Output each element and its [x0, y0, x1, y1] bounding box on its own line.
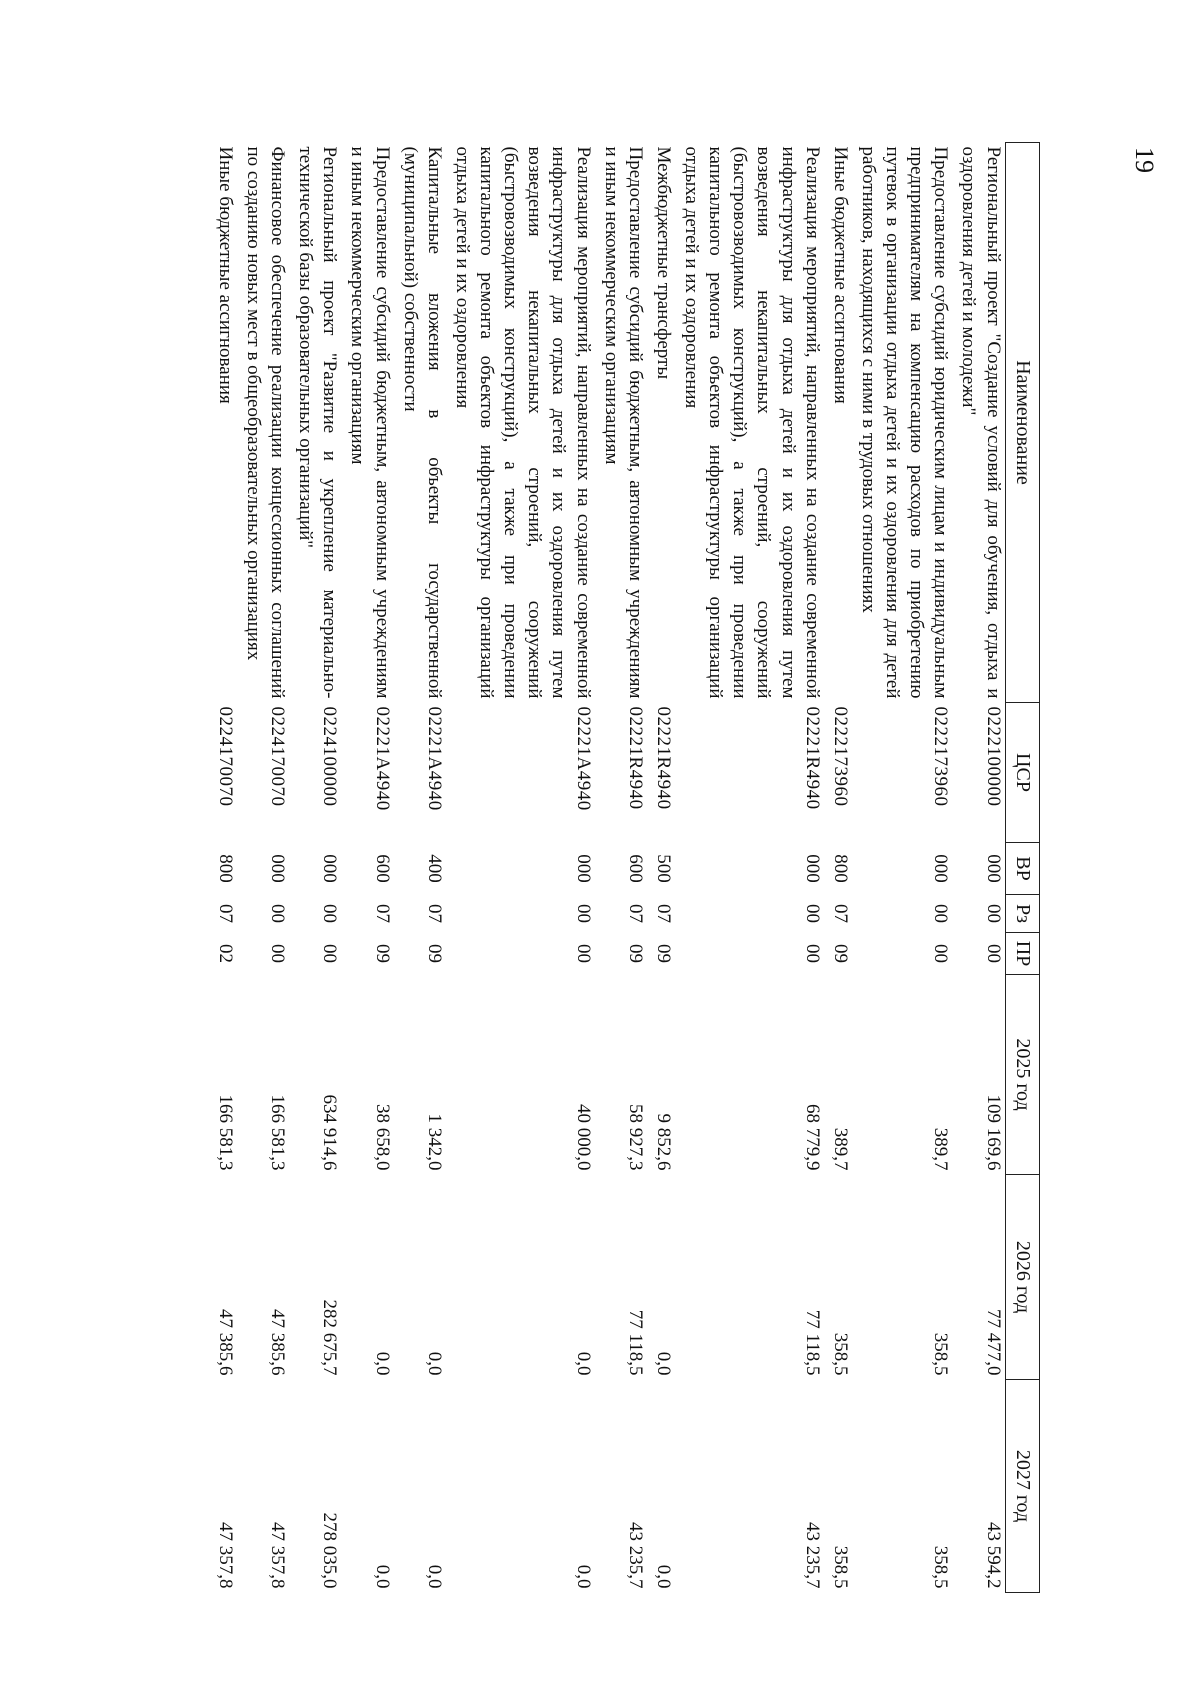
table-row [209, 143, 237, 1593]
budget-table [209, 142, 1040, 1593]
row-pr: 00 [982, 944, 1004, 963]
row-2027: 0,0 [371, 1564, 393, 1589]
table-row [595, 143, 647, 1593]
page-number: 19 [1130, 147, 1159, 173]
row-vr: 000 [267, 854, 289, 883]
row-csr: 0224170070 [214, 706, 236, 807]
header-rz: Рз [1005, 895, 1039, 933]
row-2026: 358,5 [829, 1332, 851, 1376]
row-2025: 1 342,0 [423, 1113, 445, 1171]
row-2026: 47 385,6 [267, 1309, 289, 1376]
row-name: Предоставление субсидий бюджетным, автономным учреждениям и иным некоммерческим организациям [347, 146, 393, 699]
row-vr: 000 [801, 854, 823, 883]
row-csr: 02221R4940 [652, 706, 674, 810]
row-vr: 000 [930, 854, 952, 883]
row-pr: 00 [572, 944, 594, 963]
row-2026: 0,0 [572, 1351, 594, 1376]
row-2026: 77 118,5 [624, 1309, 646, 1376]
row-pr: 09 [624, 944, 646, 963]
row-2027: 43 235,7 [801, 1522, 823, 1589]
row-csr: 0224170070 [267, 706, 289, 807]
row-csr: 02221A4940 [423, 706, 445, 811]
row-2025: 389,7 [829, 1127, 851, 1171]
row-name: Капитальные вложения в объекты государственной (муниципальной) собственности [399, 146, 445, 699]
row-rz: 07 [371, 904, 393, 923]
row-2026: 0,0 [371, 1351, 393, 1376]
table-row [852, 143, 953, 1593]
row-rz: 07 [423, 904, 445, 923]
row-2025: 634 914,6 [319, 1094, 341, 1171]
table-row [341, 143, 393, 1593]
header-csr: ЦСР [1005, 703, 1039, 843]
row-csr: 02221R4940 [801, 706, 823, 810]
row-rz: 00 [319, 904, 341, 923]
row-2025: 40 000,0 [572, 1104, 594, 1171]
table-header-row [1005, 143, 1039, 1593]
row-vr: 800 [214, 854, 236, 883]
row-2026: 47 385,6 [214, 1309, 236, 1376]
row-name: Реализация мероприятий, направленных на создание современной инфраструктуры для отдыха детей и их оздоровления путем возведения некапитальных строений, сооружений (быстровозводимых конструкций), а также при проведении капитального ремонта объектов инфраструктуры организаций отдыха детей и их оздоровления [681, 146, 823, 699]
row-rz: 07 [652, 904, 674, 923]
row-2027: 43 235,7 [624, 1522, 646, 1589]
table-row [824, 143, 852, 1593]
table-row [394, 143, 446, 1593]
row-pr: 09 [423, 944, 445, 963]
row-2027: 43 594,2 [982, 1522, 1004, 1589]
row-csr: 0224100000 [319, 706, 341, 807]
row-2025: 166 581,3 [214, 1094, 236, 1171]
row-name: Иные бюджетные ассигнования [214, 146, 236, 404]
row-2026: 0,0 [423, 1351, 445, 1376]
header-2026: 2026 год [1005, 1175, 1039, 1380]
row-name: Финансовое обеспечение реализации концессионных соглашений по созданию новых мест в общеобразовательных организациях [242, 146, 289, 699]
row-2025: 9 852,6 [652, 1113, 674, 1171]
row-2027: 47 357,8 [267, 1522, 289, 1589]
row-csr: 0222173960 [930, 706, 952, 807]
row-2027: 47 357,8 [214, 1522, 236, 1589]
row-2025: 58 927,3 [624, 1104, 646, 1171]
row-name: Региональный проект "Создание условий для обучения, отдыха и оздоровления детей и молодежи" [958, 146, 1004, 699]
row-csr: 02221A4940 [371, 706, 393, 811]
row-name: Межбюджетные трансферты [652, 146, 674, 380]
table-row [289, 143, 341, 1593]
row-2027: 0,0 [652, 1564, 674, 1589]
row-2025: 38 658,0 [371, 1104, 393, 1171]
header-vr: ВР [1005, 843, 1039, 895]
row-csr: 0222100000 [982, 706, 1004, 807]
header-pr: ПР [1005, 933, 1039, 975]
row-pr: 00 [930, 944, 952, 963]
row-vr: 500 [652, 854, 674, 883]
row-pr: 02 [214, 944, 236, 963]
row-vr: 600 [371, 854, 393, 883]
header-2025: 2025 год [1005, 975, 1039, 1175]
row-vr: 800 [829, 854, 851, 883]
row-2026: 77 477,0 [982, 1309, 1004, 1376]
row-2027: 358,5 [829, 1545, 851, 1589]
row-rz: 00 [930, 904, 952, 923]
row-2026: 282 675,7 [319, 1299, 341, 1376]
row-csr: 02221A4940 [572, 706, 594, 811]
row-2025: 389,7 [930, 1127, 952, 1171]
row-pr: 09 [652, 944, 674, 963]
row-2026: 77 118,5 [801, 1309, 823, 1376]
table-row [647, 143, 675, 1593]
row-name: Предоставление субсидий бюджетным, автономным учреждениям и иным некоммерческим организациям [600, 146, 646, 699]
row-vr: 000 [572, 854, 594, 883]
row-2027: 358,5 [930, 1545, 952, 1589]
row-vr: 600 [624, 854, 646, 883]
row-2026: 358,5 [930, 1332, 952, 1376]
row-rz: 00 [982, 904, 1004, 923]
row-2026: 0,0 [652, 1351, 674, 1376]
table-row [675, 143, 824, 1593]
row-pr: 00 [801, 944, 823, 963]
table-row [446, 143, 595, 1593]
header-name: Наименование [1005, 143, 1039, 703]
row-name: Реализация мероприятий, направленных на создание современной инфраструктуры для отдыха детей и их оздоровления путем возведения некапитальных строений, сооружений (быстровозводимых конструкций), а также при проведении капитального ремонта объектов инфраструктуры организаций отдыха детей и их оздоровления [451, 146, 594, 699]
row-csr: 02221R4940 [624, 706, 646, 810]
row-vr: 000 [982, 854, 1004, 883]
row-rz: 07 [624, 904, 646, 923]
row-name: Иные бюджетные ассигнования [829, 146, 851, 404]
row-2025: 68 779,9 [801, 1104, 823, 1171]
row-2027: 278 035,0 [319, 1512, 341, 1589]
row-name: Предоставление субсидий юридическим лицам и индивидуальным предпринимателям на компенсацию расходов по приобретению путевок в организации отдыха детей и их оздоровления для детей работников, находящихся с ними в трудовых отношениях [857, 146, 952, 699]
row-2027: 0,0 [572, 1564, 594, 1589]
row-2025: 166 581,3 [267, 1094, 289, 1171]
row-rz: 00 [267, 904, 289, 923]
table-row [237, 143, 289, 1593]
table-row [952, 143, 1005, 1593]
row-rz: 00 [801, 904, 823, 923]
row-rz: 07 [829, 904, 851, 923]
row-pr: 00 [267, 944, 289, 963]
rotated-page-content [140, 142, 1040, 1592]
row-2027: 0,0 [423, 1564, 445, 1589]
row-rz: 00 [572, 904, 594, 923]
row-2025: 109 169,6 [982, 1094, 1004, 1171]
row-pr: 09 [829, 944, 851, 963]
row-vr: 400 [423, 854, 445, 883]
row-rz: 07 [214, 904, 236, 923]
row-csr: 0222173960 [829, 706, 851, 807]
row-pr: 09 [371, 944, 393, 963]
header-2027: 2027 год [1005, 1380, 1039, 1593]
row-name: Региональный проект "Развитие и укрепление материально-технической базы образовательных организаций" [295, 146, 341, 699]
row-vr: 000 [319, 854, 341, 883]
row-pr: 00 [319, 944, 341, 963]
